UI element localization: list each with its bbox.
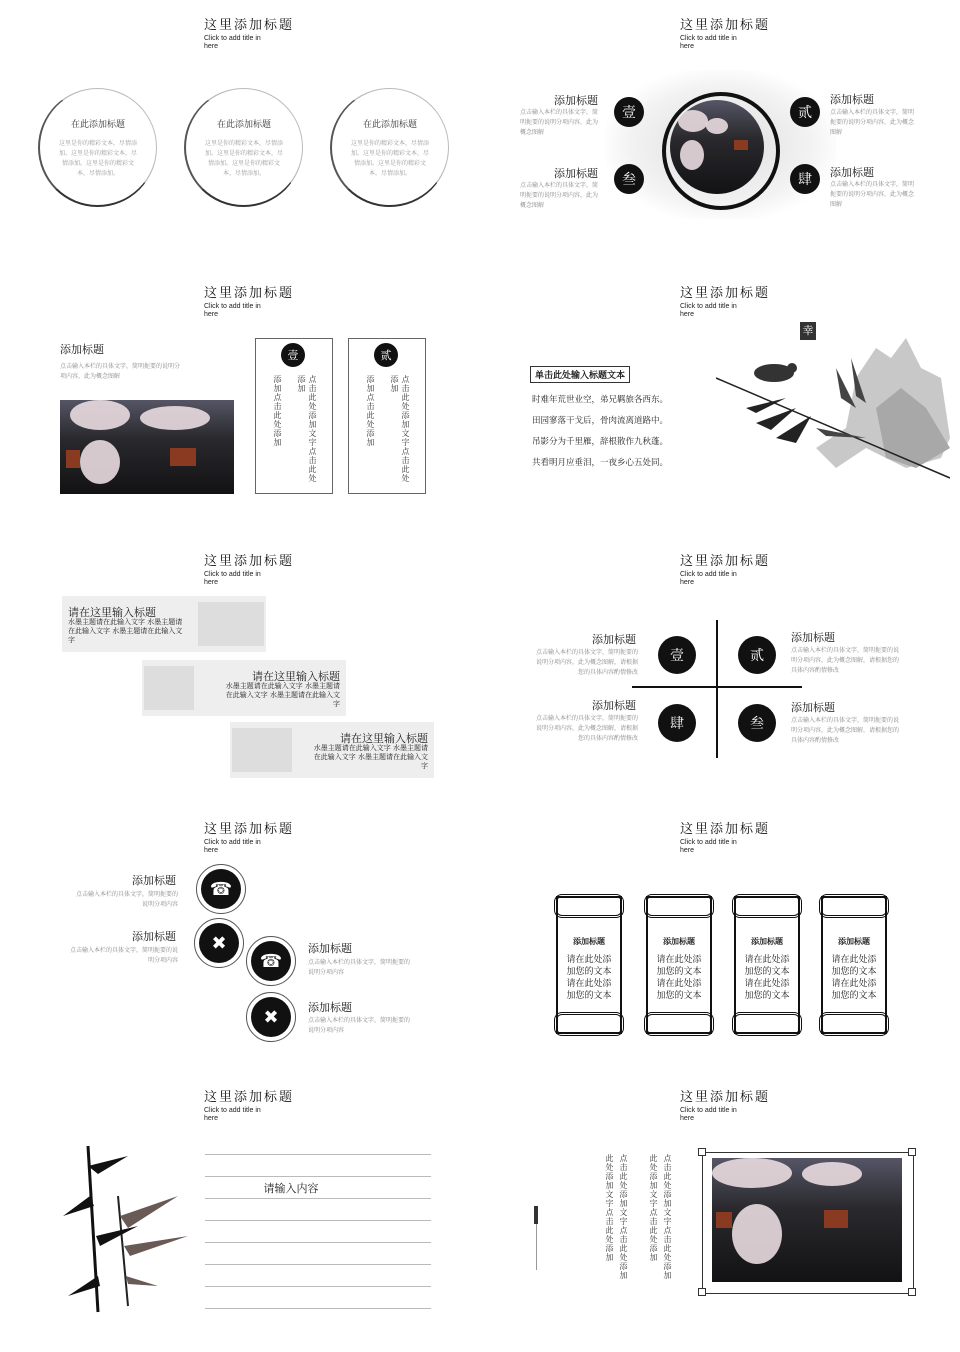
frame-corner [908, 1288, 916, 1296]
card-title[interactable]: 请在这里输入标题 [340, 732, 428, 745]
slide-subtitle[interactable]: Click to add title in here [204, 303, 261, 318]
circle-title[interactable]: 在此添加标题 [362, 120, 417, 130]
ornate-frame-4 [821, 896, 887, 1034]
section-body[interactable]: 点击输入本栏的具体文字，简明扼要的说明分项内容，此为概念图解 [60, 363, 181, 380]
frame-body[interactable]: 请在此处添加您的文本请在此处添加您的文本 [566, 955, 612, 1001]
circle-body[interactable]: 这里是你的精彩文本，尽情添加。这里是你的精彩文本，尽情添加。这里是你的精彩文本，尽情添加。 [58, 140, 137, 177]
ink-mark-2: 贰 [790, 97, 820, 127]
item-body[interactable]: 点击输入本栏的具体文字，简明扼要的说明分项内容 [308, 1017, 411, 1034]
card-title[interactable]: 请在这里输入标题 [252, 670, 340, 683]
slide-9 [0, 1072, 474, 1330]
frame-body[interactable]: 请在此处添加您的文本请在此处添加您的文本 [744, 955, 790, 1001]
bamboo-ink-thumbnail [232, 728, 292, 772]
slide-title[interactable]: 这里添加标题 [680, 554, 771, 569]
ink-card-2 [142, 660, 346, 716]
frame-body[interactable]: 请在此处添加您的文本请在此处添加您的文本 [656, 955, 702, 1001]
rule-line [205, 1220, 431, 1221]
item-heading[interactable]: 添加标题 [132, 930, 176, 943]
bird-bamboo-ink-painting [716, 318, 950, 518]
slide-title[interactable]: 这里添加标题 [680, 822, 771, 837]
cherry-blossom-photo [670, 100, 764, 194]
item-heading[interactable]: 添加标题 [830, 93, 874, 106]
panel-column[interactable]: 点击此处添加文字点击此处添加 [297, 375, 317, 483]
card-body[interactable]: 水墨主题请在此输入文字 水墨主题请在此输入文字 水墨主题请在此输入文字 [313, 744, 428, 770]
item-body[interactable]: 点击输入本栏的具体文字，简明扼要的说明分项内容，此为概念图解 [520, 182, 599, 209]
slide-title[interactable]: 这里添加标题 [204, 554, 295, 569]
circle-body[interactable]: 这里是你的精彩文本，尽情添加。这里是你的精彩文本，尽情添加。这里是你的精彩文本，尽情添加。 [204, 140, 283, 177]
vertical-column[interactable]: 此处添加文字点击此处添加 [605, 1154, 614, 1262]
frame-body[interactable]: 请在此处添加您的文本请在此处添加您的文本 [831, 955, 877, 1001]
rule-line [205, 1264, 431, 1265]
orchid-ink-thumbnail [144, 666, 194, 710]
frame-ornament [732, 894, 802, 918]
slide-subtitle[interactable]: Click to add title in here [204, 571, 261, 586]
slide-title-block [204, 14, 294, 51]
slide-8 [476, 804, 950, 1062]
ink-card-1 [62, 596, 266, 652]
slide-7 [0, 804, 474, 1062]
slide-title-block [204, 282, 294, 319]
ink-mark-4: 叁 [738, 704, 776, 742]
item-body[interactable]: 点击输入本栏的具体文字，简明扼要的说明分项内容，此为概念图解 [520, 109, 599, 136]
phone-icon: ☎ [201, 869, 241, 909]
frame-ornament [819, 1012, 889, 1036]
frame-title[interactable]: 添加标题 [838, 936, 870, 946]
slide-10 [476, 1072, 950, 1330]
frame-title[interactable]: 添加标题 [751, 936, 783, 946]
item-heading[interactable]: 添加标题 [592, 699, 636, 712]
frame-ornament [644, 894, 714, 918]
slide-2 [476, 0, 950, 258]
ink-circle-1 [38, 88, 157, 207]
slide-5 [0, 536, 474, 794]
slide-subtitle[interactable]: Click to add title in here [204, 1107, 261, 1122]
tools-icon-badge [246, 992, 296, 1042]
slide-title[interactable]: 这里添加标题 [204, 286, 295, 301]
ink-mark-4: 肆 [790, 164, 820, 194]
ink-mark-2: 贰 [738, 636, 776, 674]
slide-title[interactable]: 这里添加标题 [680, 286, 771, 301]
item-heading[interactable]: 添加标题 [830, 166, 874, 179]
slide-title-block [204, 818, 294, 855]
slide-title-block [680, 282, 770, 319]
poem-line[interactable]: 田园寥落干戈后，骨肉流离道路中。 [532, 416, 669, 426]
tools-icon-badge [194, 918, 244, 968]
ink-circle-2 [184, 88, 303, 207]
slide-6 [476, 536, 950, 794]
ornate-frame-2 [646, 896, 712, 1034]
slide-4 [476, 268, 950, 526]
item-heading[interactable]: 添加标题 [132, 874, 176, 887]
frame-corner [698, 1148, 706, 1156]
item-body[interactable]: 点击输入本栏的具体文字，简明扼要的说明分项内容 [308, 959, 411, 976]
item-heading[interactable]: 添加标题 [308, 1001, 352, 1014]
slide-title-block [204, 1086, 294, 1123]
frame-ornament [732, 1012, 802, 1036]
cross-divider-vertical [716, 620, 718, 758]
circle-title[interactable]: 在此添加标题 [70, 120, 125, 130]
ink-mark-3: 叁 [614, 164, 644, 194]
frame-corner [908, 1148, 916, 1156]
panel-column[interactable]: 添加点击此处添加 [366, 375, 375, 447]
slide-3 [0, 268, 474, 526]
vertical-column[interactable]: 此处添加文字点击此处添加 [649, 1154, 658, 1262]
slide-subtitle[interactable]: Click to add title in here [680, 35, 737, 50]
phone-icon: ☎ [251, 941, 291, 981]
vertical-column[interactable]: 点击此处添加文字点击此处添加 [663, 1154, 672, 1280]
rule-line [205, 1198, 431, 1199]
phone-icon-badge [196, 864, 246, 914]
item-heading[interactable]: 添加标题 [554, 94, 598, 107]
item-heading[interactable]: 添加标题 [592, 633, 636, 646]
poem-line[interactable]: 吊影分为千里雁，辞根散作九秋蓬。 [532, 437, 669, 447]
slide-subtitle[interactable]: Click to add title in here [204, 839, 261, 854]
slide-title-block [680, 1086, 770, 1123]
slide-title[interactable]: 这里添加标题 [680, 1090, 771, 1105]
slide-title[interactable]: 这里添加标题 [204, 18, 295, 33]
text-panel-2 [348, 338, 426, 494]
bamboo-ink-painting [58, 1136, 192, 1314]
slide-1 [0, 0, 474, 258]
circle-body[interactable]: 这里是你的精彩文本，尽情添加。这里是你的精彩文本，尽情添加。这里是你的精彩文本，尽情添加。 [350, 140, 429, 177]
frame-title[interactable]: 添加标题 [663, 936, 695, 946]
frame-ornament [819, 894, 889, 918]
frame-ornament [554, 894, 624, 918]
frame-ornament [554, 1012, 624, 1036]
accent-bar [534, 1206, 538, 1224]
card-body[interactable]: 水墨主题请在此输入文字 水墨主题请在此输入文字 水墨主题请在此输入文字 [68, 618, 183, 644]
ornate-frame-3 [734, 896, 800, 1034]
item-body[interactable]: 点击输入本栏的具体文字，简明扼要的说明分项内容，此为概念图解，请根据您的具体内容酌情修改 [791, 717, 900, 744]
panel-mark: 壹 [281, 343, 305, 367]
slide-title-block [680, 550, 770, 587]
poem-line[interactable]: 共看明月应垂泪，一夜乡心五处同。 [532, 458, 669, 468]
slide-title-block [680, 14, 770, 51]
cross-divider-horizontal [632, 686, 802, 688]
item-body[interactable]: 点击输入本栏的具体文字，简明扼要的说明分项内容，此为概念图解，请根据您的具体内容酌情修改 [535, 715, 638, 742]
ink-circle-3 [330, 88, 449, 207]
ink-card-3 [230, 722, 434, 778]
section-heading[interactable]: 添加标题 [60, 343, 104, 356]
poem-block [532, 390, 668, 474]
card-body[interactable]: 水墨主题请在此输入文字 水墨主题请在此输入文字 水墨主题请在此输入文字 [225, 682, 340, 708]
ink-mark-1: 壹 [614, 97, 644, 127]
item-heading[interactable]: 添加标题 [791, 701, 835, 714]
slide-subtitle[interactable]: Click to add title in here [680, 1107, 737, 1122]
item-body[interactable]: 点击输入本栏的具体文字，简明扼要的说明分项内容 [70, 947, 179, 964]
slide-subtitle[interactable]: Click to add title in here [680, 571, 737, 586]
bamboo-ink-thumbnail [198, 602, 264, 646]
item-body[interactable]: 点击输入本栏的具体文字，简明扼要的说明分项内容，此为概念图解，请根据您的具体内容酌情修改 [535, 649, 638, 676]
item-heading[interactable]: 添加标题 [791, 631, 835, 644]
boxed-title[interactable]: 单击此处输入标题文本 [530, 366, 630, 383]
slide-title[interactable]: 这里添加标题 [680, 18, 771, 33]
slide-title[interactable]: 这里添加标题 [204, 1090, 295, 1105]
rule-line [205, 1154, 431, 1155]
content-prompt[interactable]: 请输入内容 [263, 1182, 319, 1195]
rule-line [205, 1176, 431, 1177]
item-body[interactable]: 点击输入本栏的具体文字，简明扼要的说明分项内容，此为概念图解，请根据您的具体内容酌情修改 [791, 647, 900, 674]
ink-mark-3: 肆 [658, 704, 696, 742]
slide-title[interactable]: 这里添加标题 [204, 822, 295, 837]
tools-icon: ✖ [199, 923, 239, 963]
item-body[interactable]: 点击输入本栏的具体文字，简明扼要的说明分项内容 [75, 891, 178, 908]
accent-line [536, 1224, 537, 1270]
item-body[interactable]: 点击输入本栏的具体文字，简明扼要的说明分项内容，此为概念图解 [830, 181, 915, 208]
panel-mark: 贰 [374, 343, 398, 367]
circle-title[interactable]: 在此添加标题 [216, 120, 271, 130]
phone-icon-badge [246, 936, 296, 986]
slide-subtitle[interactable]: Click to add title in here [204, 35, 261, 50]
slide-subtitle[interactable]: Click to add title in here [680, 303, 737, 318]
rule-line [205, 1286, 431, 1287]
slide-title-block [680, 818, 770, 855]
vertical-column[interactable]: 点击此处添加文字点击此处添加 [619, 1154, 628, 1280]
frame-title[interactable]: 添加标题 [573, 936, 605, 946]
slide-subtitle[interactable]: Click to add title in here [680, 839, 737, 854]
ink-mark-1: 壹 [658, 636, 696, 674]
ornate-frame-1 [556, 896, 622, 1034]
tools-icon: ✖ [251, 997, 291, 1037]
rule-line [205, 1308, 431, 1309]
text-panel-1 [255, 338, 333, 494]
frame-corner [698, 1288, 706, 1296]
seal-stamp: 幸 [800, 322, 816, 340]
item-body[interactable]: 点击输入本栏的具体文字，简明扼要的说明分项内容，此为概念图解 [830, 109, 915, 136]
frame-ornament [644, 1012, 714, 1036]
rule-line [205, 1242, 431, 1243]
item-heading[interactable]: 添加标题 [554, 167, 598, 180]
cherry-blossom-photo [60, 400, 234, 494]
panel-column[interactable]: 添加点击此处添加 [273, 375, 282, 447]
panel-column[interactable]: 点击此处添加文字点击此处添加 [390, 375, 410, 483]
poem-line[interactable]: 时难年荒世业空，弟兄羁旅各西东。 [532, 395, 669, 405]
card-title[interactable]: 请在这里输入标题 [68, 606, 156, 619]
item-heading[interactable]: 添加标题 [308, 942, 352, 955]
cherry-blossom-photo [712, 1158, 902, 1282]
slide-title-block [204, 550, 294, 587]
